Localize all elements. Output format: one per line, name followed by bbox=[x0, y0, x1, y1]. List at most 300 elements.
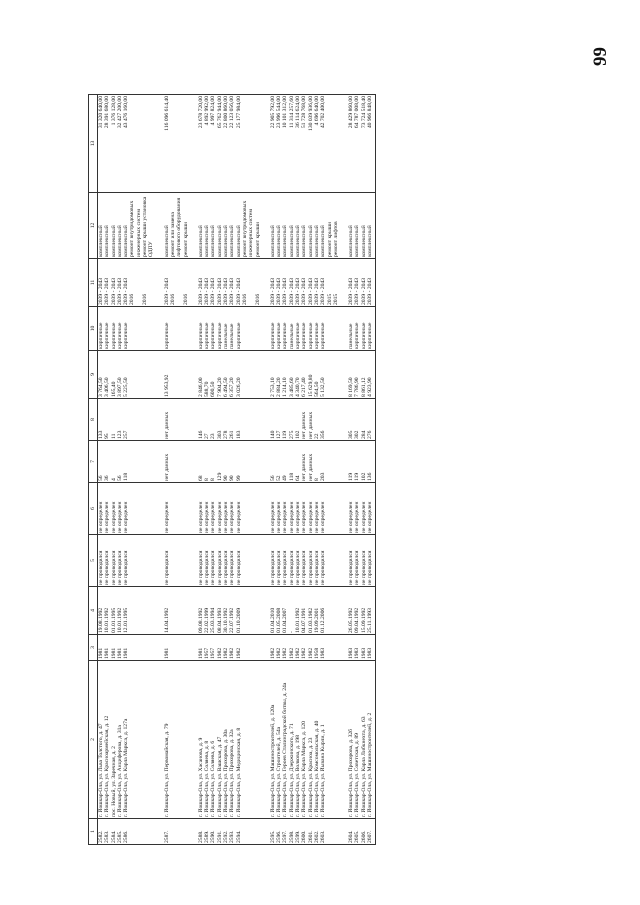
cell-address: г. Йошкар-Ола, ул. Комсомольская, д. 40 bbox=[314, 661, 320, 819]
cell-wear: не определен bbox=[295, 483, 301, 535]
cell-repair-period: 2039 - 2043 bbox=[348, 259, 354, 307]
cell-privatization-date: 19.08.1992 bbox=[98, 587, 105, 635]
cell-wall-material: кирпичные bbox=[367, 307, 373, 351]
cell-repair-cost: 51 728 768,00 bbox=[301, 95, 307, 193]
cell-wall-material: кирпичные bbox=[354, 307, 360, 351]
cell-residents: 356 bbox=[320, 399, 326, 441]
cell-area: 6 217,40 bbox=[301, 351, 307, 399]
cell-repair-period: 2039 - 2043 bbox=[320, 259, 326, 307]
cell-residents: 278 bbox=[223, 399, 229, 441]
cell-privatization-date: 15.09.1992 bbox=[361, 587, 367, 635]
column-header-9: 9 bbox=[89, 351, 98, 399]
cell-wear: не определен bbox=[111, 483, 117, 535]
cell-area: 8 169,50 bbox=[348, 351, 354, 399]
cell-privatization-date: 25.11.1993 bbox=[367, 587, 373, 635]
page-number: 99 bbox=[590, 47, 611, 66]
cell-residents: 95 bbox=[104, 399, 110, 441]
cell-wall-material: кирпичные bbox=[217, 307, 223, 351]
table-row bbox=[170, 95, 183, 845]
column-header-5: 5 bbox=[89, 535, 98, 587]
cell-last-repair: не проводился bbox=[276, 535, 282, 587]
cell-privatization-date: 26.05.1992 bbox=[348, 587, 354, 635]
cell-address bbox=[129, 661, 142, 819]
cell-row-number: 2605. bbox=[354, 819, 360, 845]
cell-build-year: 1983 bbox=[348, 635, 354, 661]
cell-build-year: 1982 bbox=[308, 635, 314, 661]
cell-apartments: 90 bbox=[229, 441, 235, 483]
cell-wear: не определен bbox=[354, 483, 360, 535]
cell-repair-period: 2039 - 2043 bbox=[223, 259, 229, 307]
cell-repair-period: 2039 - 2043 bbox=[270, 259, 276, 307]
cell-address: г. Йошкар-Ола, ул. Соляева, д. 8 bbox=[204, 661, 210, 819]
cell-area: 7 904,20 bbox=[217, 351, 223, 399]
cell-build-year: 1957 bbox=[204, 635, 210, 661]
column-header-3: 3 bbox=[89, 635, 98, 661]
cell-repair-type: комплексный bbox=[104, 193, 110, 259]
cell-build-year: 1957 bbox=[210, 635, 216, 661]
cell-last-repair: не проводился bbox=[223, 535, 229, 587]
cell-privatization-date: 22.07.1992 bbox=[229, 587, 235, 635]
cell-last-repair: не проводился bbox=[164, 535, 170, 587]
cell-residents bbox=[129, 399, 142, 441]
cell-row-number bbox=[129, 819, 142, 845]
cell-privatization-date: 10.01.1992 bbox=[104, 587, 110, 635]
cell-address: г. Йошкар-Ола, ул. Карла Маркса, д. 120 bbox=[301, 661, 307, 819]
cell-area: 564,50 bbox=[314, 351, 320, 399]
cell-build-year: 1982 bbox=[301, 635, 307, 661]
cell-repair-cost: 4 696 640,00 bbox=[314, 95, 320, 193]
cell-repair-cost: 65 762 944,00 bbox=[217, 95, 223, 193]
cell-residents: 261 bbox=[229, 399, 235, 441]
cell-wear: не определен bbox=[308, 483, 314, 535]
cell-address: г. Йошкар-Ола, ул. Строителей, д. 54а bbox=[276, 661, 282, 819]
cell-residents: 140 bbox=[270, 399, 276, 441]
cell-row-number: 2590. bbox=[210, 819, 216, 845]
cell-wear: не определен bbox=[229, 483, 235, 535]
cell-repair-cost: 23 678 720,00 bbox=[198, 95, 204, 193]
cell-build-year: 1982 bbox=[289, 635, 295, 661]
cell-wall-material bbox=[242, 307, 255, 351]
cell-row-number: 2593. bbox=[229, 819, 235, 845]
cell-wear: не определен bbox=[361, 483, 367, 535]
cell-repair-type: комплексный bbox=[354, 193, 360, 259]
column-header-7: 7 bbox=[89, 441, 98, 483]
cell-address bbox=[242, 661, 255, 819]
cell-address: г. Йошкар-Ола, ул. Прохорова, д. 30а bbox=[223, 661, 229, 819]
cell-row-number: 2583. bbox=[104, 819, 110, 845]
cell-area: 5 225,50 bbox=[123, 351, 129, 399]
cell-area: 2 753,10 bbox=[270, 351, 276, 399]
cell-repair-type: ремонт лифтов bbox=[333, 193, 339, 259]
cell-wall-material: кирпичные bbox=[117, 307, 123, 351]
cell-wear: не определен bbox=[217, 483, 223, 535]
cell-privatization-date: 10.01.1992 bbox=[295, 587, 301, 635]
cell-area: 7 786,90 bbox=[354, 351, 360, 399]
cell-repair-period: 2015 bbox=[327, 259, 333, 307]
cell-address: г. Йошкар-Ола, ул. Карла Либкнехта, д. 63 bbox=[361, 661, 367, 819]
cell-repair-period: 2039 - 2043 bbox=[98, 259, 105, 307]
cell-row-number: 2601. bbox=[308, 819, 314, 845]
cell-last-repair: не проводился bbox=[98, 535, 105, 587]
cell-apartments: 8 bbox=[210, 441, 216, 483]
cell-wall-material: кирпичные bbox=[308, 307, 314, 351]
cell-repair-cost: 42 702 400,00 bbox=[320, 95, 326, 193]
table-row bbox=[98, 95, 105, 845]
cell-residents: 276 bbox=[367, 399, 373, 441]
cell-wall-material: кирпичные bbox=[98, 307, 105, 351]
cell-residents: 133 bbox=[98, 399, 105, 441]
cell-wall-material: кирпичные bbox=[123, 307, 129, 351]
cell-wall-material: панельные bbox=[229, 307, 235, 351]
cell-last-repair: не проводился bbox=[361, 535, 367, 587]
cell-privatization-date: 04.07.1991 bbox=[301, 587, 307, 635]
cell-repair-period: 2039 - 2043 bbox=[123, 259, 129, 307]
cell-area: 4 923,90 bbox=[367, 351, 373, 399]
cell-row-number: 2584. bbox=[111, 819, 117, 845]
cell-repair-type: комплексный bbox=[270, 193, 276, 259]
cell-address: пос. Новый, ул. Заречная, д. 2 bbox=[111, 661, 117, 819]
cell-wear: не определен bbox=[98, 483, 105, 535]
cell-apartments: 64 bbox=[295, 441, 301, 483]
cell-privatization-date: 10.01.1992 bbox=[117, 587, 123, 635]
cell-build-year: 1982 bbox=[229, 635, 235, 661]
cell-build-year: 1981 bbox=[117, 635, 123, 661]
cell-residents: 284 bbox=[361, 399, 367, 441]
column-header-6: 6 bbox=[89, 483, 98, 535]
cell-address: г. Йошкар-Ола, ул. Карла Маркса, д. 127а bbox=[123, 661, 129, 819]
cell-address: г. Йошкар-Ола, ул. Медицинская, д. 8 bbox=[236, 661, 242, 819]
cell-address bbox=[170, 661, 183, 819]
cell-wall-material: кирпичные bbox=[295, 307, 301, 351]
cell-apartments: нет данных bbox=[301, 441, 307, 483]
cell-wall-material bbox=[142, 307, 155, 351]
cell-privatization-date: 08.04.1993 bbox=[217, 587, 223, 635]
cell-row-number: 2602. bbox=[314, 819, 320, 845]
cell-repair-type: комплексный bbox=[295, 193, 301, 259]
cell-repair-period: 2039 - 2043 bbox=[117, 259, 123, 307]
cell-repair-period: 2039 - 2043 bbox=[361, 259, 367, 307]
cell-area: 3 026,20 bbox=[236, 351, 242, 399]
cell-build-year bbox=[129, 635, 142, 661]
cell-wall-material: кирпичные bbox=[276, 307, 282, 351]
cell-area: 2 846,00 bbox=[198, 351, 204, 399]
cell-apartments: 119 bbox=[348, 441, 354, 483]
cell-residents: 27 bbox=[204, 399, 210, 441]
cell-residents: 146 bbox=[198, 399, 204, 441]
cell-repair-type: комплексный bbox=[348, 193, 354, 259]
cell-row-number: 2592. bbox=[223, 819, 229, 845]
cell-apartments: 118 bbox=[123, 441, 129, 483]
cell-apartments: 118 bbox=[289, 441, 295, 483]
cell-row-number bbox=[142, 819, 155, 845]
cell-apartments: 90 bbox=[223, 441, 229, 483]
cell-area: 6 357,20 bbox=[229, 351, 235, 399]
cell-repair-period: 2016 bbox=[142, 259, 155, 307]
cell-repair-type: комплексный bbox=[217, 193, 223, 259]
cell-residents: 183 bbox=[236, 399, 242, 441]
cell-build-year: 1958 bbox=[314, 635, 320, 661]
cell-wall-material: кирпичные bbox=[314, 307, 320, 351]
cell-residents: 22 bbox=[314, 399, 320, 441]
cell-residents: 127 bbox=[276, 399, 282, 441]
cell-area: 588,70 bbox=[204, 351, 210, 399]
cell-build-year: 1982 bbox=[217, 635, 223, 661]
cell-build-year: 1981 bbox=[198, 635, 204, 661]
cell-repair-type: комплексный bbox=[111, 193, 117, 259]
cell-wall-material bbox=[129, 307, 142, 351]
cell-repair-cost bbox=[170, 95, 183, 193]
cell-privatization-date: 01.01.1995 bbox=[111, 587, 117, 635]
cell-residents: нет данных bbox=[308, 399, 314, 441]
cell-address: г. Йошкар-Ола, ул. Машиностроителей, д. 2 bbox=[367, 661, 373, 819]
cell-repair-type: комплексный bbox=[367, 193, 373, 259]
cell-repair-cost: 43 476 160,00 bbox=[123, 95, 129, 193]
cell-last-repair: не проводился bbox=[204, 535, 210, 587]
column-number-header bbox=[89, 95, 98, 845]
cell-repair-cost bbox=[242, 95, 255, 193]
cell-repair-type: комплексный bbox=[223, 193, 229, 259]
cell-repair-type: комплексный bbox=[301, 193, 307, 259]
cell-apartments: 119 bbox=[354, 441, 360, 483]
cell-last-repair bbox=[142, 535, 155, 587]
cell-residents bbox=[142, 399, 155, 441]
cell-address: г. Йошкар-Ола, ул. Героев Сталинградской битвы, д. 24а bbox=[282, 661, 288, 819]
cell-residents: 123 bbox=[117, 399, 123, 441]
cell-repair-cost: 31 320 640,00 bbox=[98, 95, 105, 193]
cell-address: г. Йошкар-Ола, ул. Льва Толстого, д. 47 bbox=[98, 661, 105, 819]
cell-build-year: 1983 bbox=[320, 635, 326, 661]
cell-repair-cost: 4 892 992,00 bbox=[204, 95, 210, 193]
cell-residents: 23 bbox=[210, 399, 216, 441]
cell-residents: 275 bbox=[289, 399, 295, 441]
cell-last-repair: не проводился bbox=[308, 535, 314, 587]
cell-repair-type: комплексный bbox=[117, 193, 123, 259]
cell-repair-type: комплексный bbox=[320, 193, 326, 259]
cell-last-repair: не проводился bbox=[282, 535, 288, 587]
cell-row-number: 2594. bbox=[236, 819, 242, 845]
cell-repair-cost: 116 096 614,40 bbox=[164, 95, 170, 193]
cell-wear: не определен bbox=[276, 483, 282, 535]
cell-wear: не определен bbox=[270, 483, 276, 535]
cell-wear: не определен bbox=[164, 483, 170, 535]
cell-repair-type: ремонт крыши установка ОДПУ bbox=[142, 193, 155, 259]
cell-privatization-date bbox=[242, 587, 255, 635]
cell-area bbox=[242, 351, 255, 399]
column-header-2: 2 bbox=[89, 661, 98, 819]
cell-wear bbox=[170, 483, 183, 535]
cell-repair-type: ремонт внутридомовых инженерных систем bbox=[129, 193, 142, 259]
cell-repair-cost: 11 314 257,60 bbox=[289, 95, 295, 193]
cell-row-number: 2598. bbox=[289, 819, 295, 845]
cell-repair-period: 2039 - 2043 bbox=[354, 259, 360, 307]
cell-wall-material: кирпичные bbox=[301, 307, 307, 351]
cell-repair-cost: 23 996 544,00 bbox=[276, 95, 282, 193]
cell-apartments: 99 bbox=[236, 441, 242, 483]
cell-repair-cost: 1 376 128,00 bbox=[111, 95, 117, 193]
cell-row-number: 2589. bbox=[204, 819, 210, 845]
cell-last-repair: не проводился bbox=[270, 535, 276, 587]
table-bottom-rule bbox=[373, 95, 376, 845]
cell-wear: не определен bbox=[117, 483, 123, 535]
cell-apartments: 203 bbox=[320, 441, 326, 483]
cell-wear: не определен bbox=[301, 483, 307, 535]
cell-apartments: 136 bbox=[367, 441, 373, 483]
cell-address: г. Йошкар-Ола, ул. Хасанова, д. 9 bbox=[198, 661, 204, 819]
cell-build-year: 1982 bbox=[270, 635, 276, 661]
cell-wall-material: кирпичные bbox=[282, 307, 288, 351]
cell-repair-cost: 22 800 860,00 bbox=[223, 95, 229, 193]
cell-area: 3 764,50 bbox=[98, 351, 105, 399]
cell-row-number: 2600. bbox=[301, 819, 307, 845]
cell-last-repair: не проводился bbox=[111, 535, 117, 587]
cell-address: г. Йошкар-Ола, ул. Машиностроителей, д. 120а bbox=[270, 661, 276, 819]
cell-repair-period: 2039 - 2043 bbox=[111, 259, 117, 307]
cell-area: 15 629,80 bbox=[308, 351, 314, 399]
cell-wear bbox=[142, 483, 155, 535]
cell-repair-type: комплексный bbox=[289, 193, 295, 259]
cell-wall-material: панельные bbox=[289, 307, 295, 351]
cell-row-number: 2591. bbox=[217, 819, 223, 845]
cell-repair-period: 2039 - 2043 bbox=[104, 259, 110, 307]
cell-repair-cost: 22 123 056,00 bbox=[229, 95, 235, 193]
cell-wall-material: кирпичные bbox=[164, 307, 170, 351]
cell-apartments: 102 bbox=[361, 441, 367, 483]
cell-address bbox=[142, 661, 155, 819]
cell-repair-cost: 4 997 824,00 bbox=[210, 95, 216, 193]
cell-repair-period: 2039 - 2043 bbox=[282, 259, 288, 307]
cell-address: г. Йошкар-Ола, ул. Прохорова, д. 32а bbox=[229, 661, 235, 819]
cell-row-number: 2585. bbox=[117, 819, 123, 845]
cell-row-number: 2595. bbox=[270, 819, 276, 845]
group-spacer bbox=[261, 95, 270, 845]
cell-privatization-date: 09.08.1992 bbox=[198, 587, 204, 635]
rotated-table-container bbox=[88, 95, 540, 845]
cell-repair-cost: 28 429 860,00 bbox=[348, 95, 354, 193]
cell-wear: не определен bbox=[289, 483, 295, 535]
cell-last-repair: не проводился bbox=[117, 535, 123, 587]
cell-wear: не определен bbox=[210, 483, 216, 535]
cell-repair-cost: 25 177 984,00 bbox=[236, 95, 242, 193]
cell-repair-type: комплексный bbox=[282, 193, 288, 259]
cell-last-repair bbox=[170, 535, 183, 587]
cell-row-number: 2588. bbox=[198, 819, 204, 845]
cell-repair-type: комплексный bbox=[204, 193, 210, 259]
cell-privatization-date: 01.05.2008 bbox=[276, 587, 282, 635]
cell-repair-period: 2016 bbox=[129, 259, 142, 307]
cell-wall-material bbox=[170, 307, 183, 351]
cell-residents: 102 bbox=[295, 399, 301, 441]
cell-wall-material: кирпичные bbox=[111, 307, 117, 351]
cell-repair-type: комплексный bbox=[361, 193, 367, 259]
column-header-10: 10 bbox=[89, 307, 98, 351]
cell-privatization-date: 09.04.1992 bbox=[354, 587, 360, 635]
cell-repair-cost: 10 101 312,00 bbox=[282, 95, 288, 193]
cell-area: 4 340,70 bbox=[295, 351, 301, 399]
cell-build-year: 1981 bbox=[164, 635, 170, 661]
cell-wear: не определен bbox=[204, 483, 210, 535]
cell-repair-type: комплексный bbox=[276, 193, 282, 259]
cell-privatization-date: - bbox=[289, 587, 295, 635]
cell-repair-period: 2015 bbox=[333, 259, 339, 307]
cell-repair-type: комплексный bbox=[123, 193, 129, 259]
cell-repair-cost: 130 039 936,00 bbox=[308, 95, 314, 193]
cell-repair-cost: 64 787 008,00 bbox=[354, 95, 360, 193]
cell-build-year: 1982 bbox=[282, 635, 288, 661]
cell-privatization-date: 01.03.1982 bbox=[308, 587, 314, 635]
cell-repair-period: 2016 bbox=[183, 259, 189, 307]
cell-row-number: 2597. bbox=[282, 819, 288, 845]
cell-wall-material: панельные bbox=[348, 307, 354, 351]
cell-row-number: 2606. bbox=[361, 819, 367, 845]
cell-wear: не определен bbox=[123, 483, 129, 535]
cell-last-repair: не проводился bbox=[210, 535, 216, 587]
cell-privatization-date: 30.10.1992 bbox=[223, 587, 229, 635]
column-header-12: 12 bbox=[89, 193, 98, 259]
cell-row-number: 2599. bbox=[295, 819, 301, 845]
cell-repair-period: 2016 bbox=[170, 259, 183, 307]
column-header-8: 8 bbox=[89, 399, 98, 441]
cell-apartments: 56 bbox=[117, 441, 123, 483]
cell-wear: не определен bbox=[223, 483, 229, 535]
column-header-13: 13 bbox=[89, 95, 98, 193]
column-header-4: 4 bbox=[89, 587, 98, 635]
cell-row-number: 2604. bbox=[348, 819, 354, 845]
cell-row-number: 2603. bbox=[320, 819, 326, 845]
cell-apartments bbox=[170, 441, 183, 483]
cell-address: г. Йошкар-Ола, ул. Первомайская, д. 79 bbox=[164, 661, 170, 819]
cell-wear: не определен bbox=[198, 483, 204, 535]
cell-wall-material: кирпичные bbox=[204, 307, 210, 351]
table-row bbox=[242, 95, 255, 845]
group-spacer bbox=[339, 95, 348, 845]
repair-program-table bbox=[88, 94, 376, 845]
cell-address: г. Йошкар-Ола, ул. Красноа, д. 23 bbox=[308, 661, 314, 819]
cell-repair-type: ремонт внутридомовых инженерных систем bbox=[242, 193, 255, 259]
cell-last-repair: не проводился bbox=[348, 535, 354, 587]
cell-address: г. Йошкар-Ола, ул. Вашская, д. 47 bbox=[217, 661, 223, 819]
cell-area: 1 214,10 bbox=[282, 351, 288, 399]
cell-wear: не определен bbox=[367, 483, 373, 535]
cell-area: 2 884,20 bbox=[276, 351, 282, 399]
cell-wall-material: кирпичные bbox=[320, 307, 326, 351]
cell-repair-period: 2039 - 2043 bbox=[289, 259, 295, 307]
cell-row-number: 2587. bbox=[164, 819, 170, 845]
cell-apartments: 8 bbox=[314, 441, 320, 483]
cell-repair-period: 2016 bbox=[255, 259, 261, 307]
cell-repair-type: ремонт или замена лифтового оборудования bbox=[170, 193, 183, 259]
cell-area: 5 132,50 bbox=[320, 351, 326, 399]
cell-wall-material: кирпичные bbox=[104, 307, 110, 351]
cell-repair-period: 2039 - 2043 bbox=[210, 259, 216, 307]
cell-repair-period: 2039 - 2043 bbox=[204, 259, 210, 307]
cell-apartments: 56 bbox=[270, 441, 276, 483]
cell-privatization-date: 12.01.1995 bbox=[123, 587, 129, 635]
cell-build-year: 1982 bbox=[223, 635, 229, 661]
cell-last-repair bbox=[242, 535, 255, 587]
cell-apartments: 52 bbox=[276, 441, 282, 483]
cell-repair-cost: 40 966 848,00 bbox=[367, 95, 373, 193]
cell-privatization-date: 01.10.2009 bbox=[236, 587, 242, 635]
cell-apartments: 8 bbox=[204, 441, 210, 483]
cell-repair-period: 2039 - 2043 bbox=[295, 259, 301, 307]
cell-apartments: 36 bbox=[104, 441, 110, 483]
cell-wall-material: кирпичные bbox=[361, 307, 367, 351]
cell-area: 13 953,92 bbox=[164, 351, 170, 399]
cell-build-year: 1982 bbox=[295, 635, 301, 661]
cell-repair-period: 2039 - 2043 bbox=[367, 259, 373, 307]
cell-privatization-date bbox=[142, 587, 155, 635]
cell-build-year: 1982 bbox=[276, 635, 282, 661]
